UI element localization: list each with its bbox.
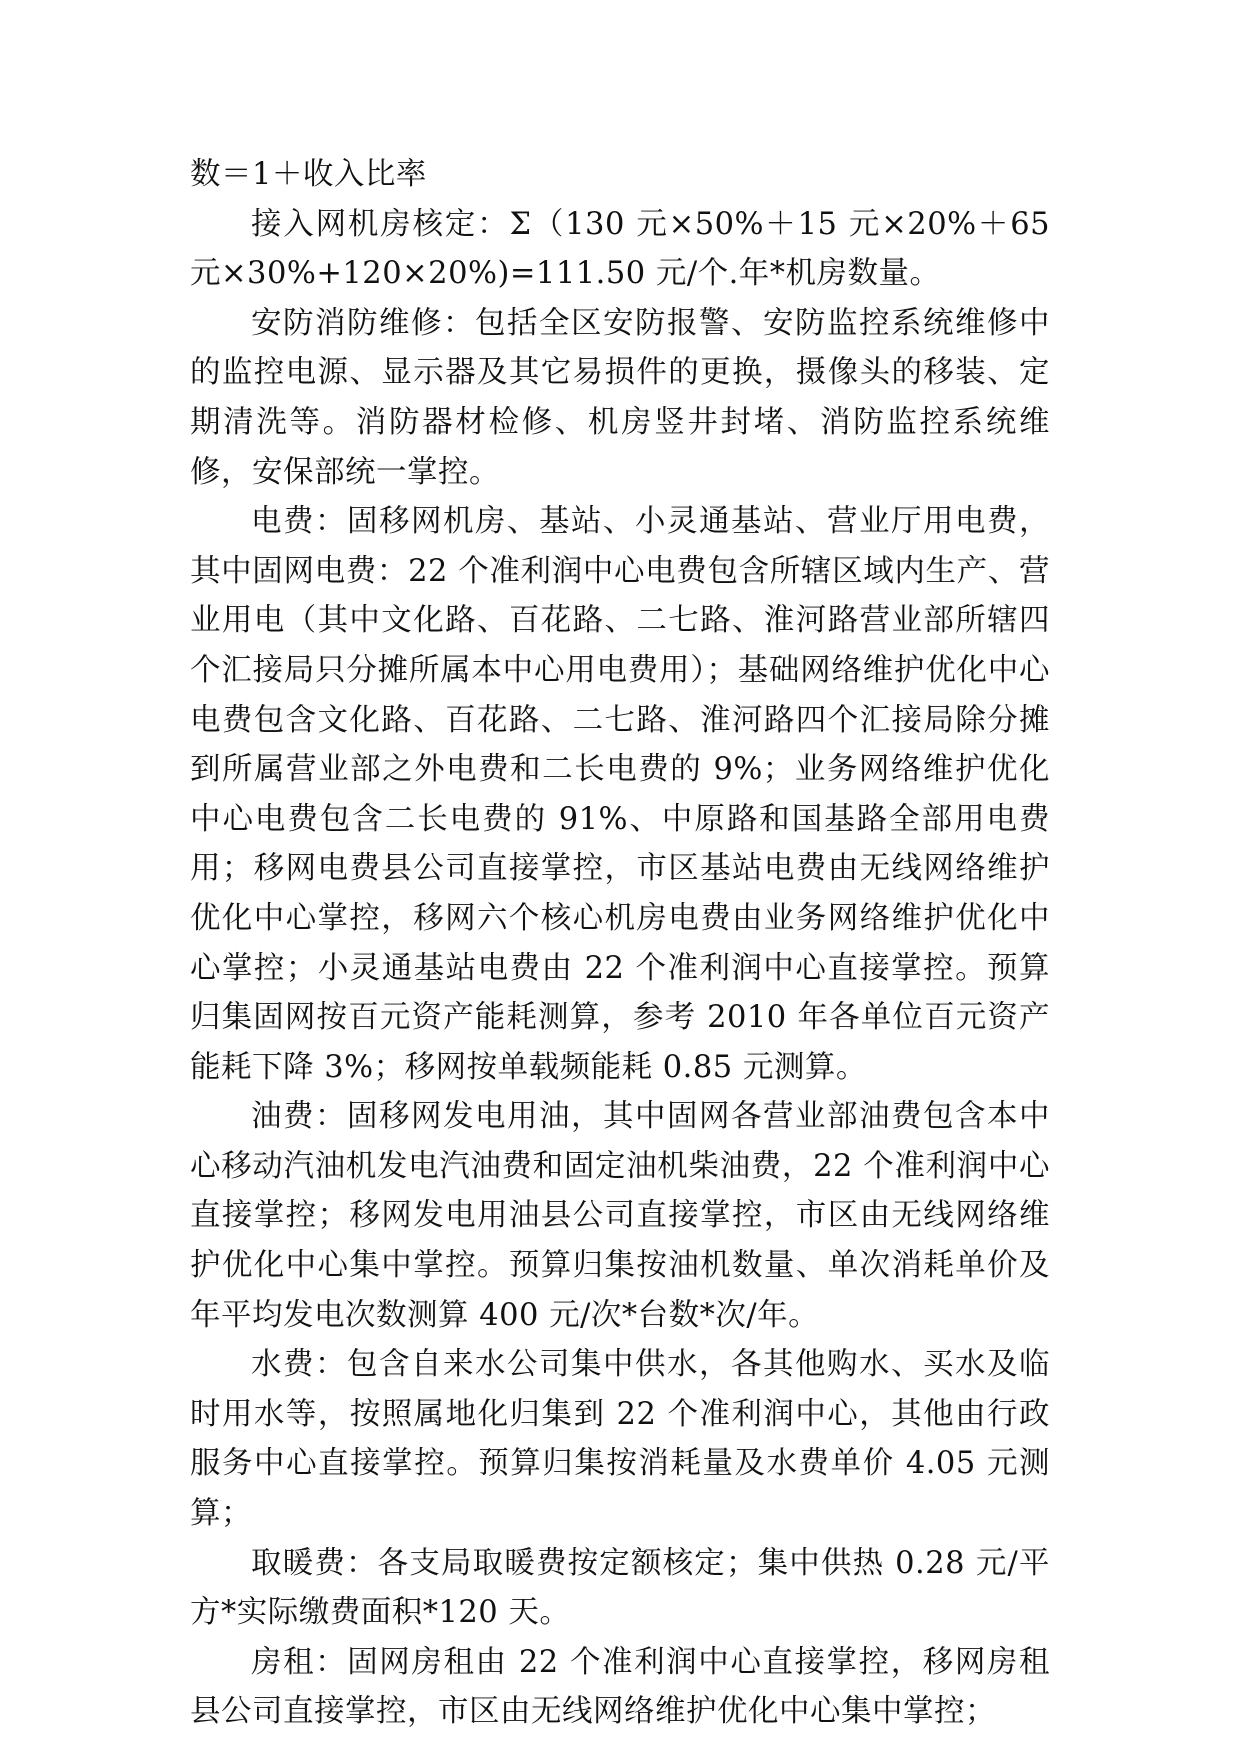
paragraph-water: 水费：包含自来水公司集中供水，各其他购水、买水及临时用水等，按照属地化归集到 22 个准利润中心，其他由行政服务中心直接掌控。预算归集按消耗量及水费单价 4.05 元测算； — [190, 1347, 1050, 1532]
paragraph-security-fire: 安防消防维修：包括全区安防报警、安防监控系统维修中的监控电源、显示器及其它易损件的更换，摄像头的移装、定期清洗等。消防器材检修、机房竖井封堵、消防监控系统维修，安保部统一掌控。 — [190, 305, 1050, 490]
document-body — [190, 150, 1050, 1737]
paragraph-rent: 房租：固网房租由 22 个准利润中心直接掌控，移网房租县公司直接掌控，市区由无线网络维护优化中心集中掌控； — [190, 1644, 1050, 1730]
paragraph-access-room: 接入网机房核定：Σ（130 元×50%＋15 元×20%＋65 元×30%+120×20%)=111.50 元/个.年*机房数量。 — [190, 206, 1050, 292]
paragraph-fuel: 油费：固移网发电用油，其中固网各营业部油费包含本中心移动汽油机发电汽油费和固定油机柴油费，22 个准利润中心直接掌控；移网发电用油县公司直接掌控，市区由无线网络维护优化中心集中掌控。预算归集按油机数量、单次消耗单价及年平均发电次数测算 400 元/次*台数*次/年。 — [190, 1099, 1050, 1333]
paragraph-income-ratio: 数＝1＋收入比率 — [190, 157, 427, 192]
paragraph-heating: 取暖费：各支局取暖费按定额核定；集中供热 0.28 元/平方*实际缴费面积*120 天。 — [190, 1545, 1050, 1631]
paragraph-electricity: 电费：固移网机房、基站、小灵通基站、营业厅用电费，其中固网电费：22 个准利润中心电费包含所辖区域内生产、营业用电（其中文化路、百花路、二七路、淮河路营业部所辖四个汇接局只分摊所属本中心用电费用）；基础网络维护优化中心电费包含文化路、百花路、二七路、淮河路四个汇接局除分摊到所属营业部之外电费和二长电费的 9%；业务网络维护优化中心电费包含二长电费的 91%、中原路和国基路全部用电费用；移网电费县公司直接掌控，市区基站电费由无线网络维护优化中心掌控，移网六个核心机房电费由业务网络维护优化中心掌控；小灵通基站电费由 22 个准利润中心直接掌控。预算归集固网按百元资产能耗测算，参考 2010 年各单位百元资产能耗下降 3%；移网按单载频能耗 0.85 元测算。 — [190, 504, 1050, 1085]
